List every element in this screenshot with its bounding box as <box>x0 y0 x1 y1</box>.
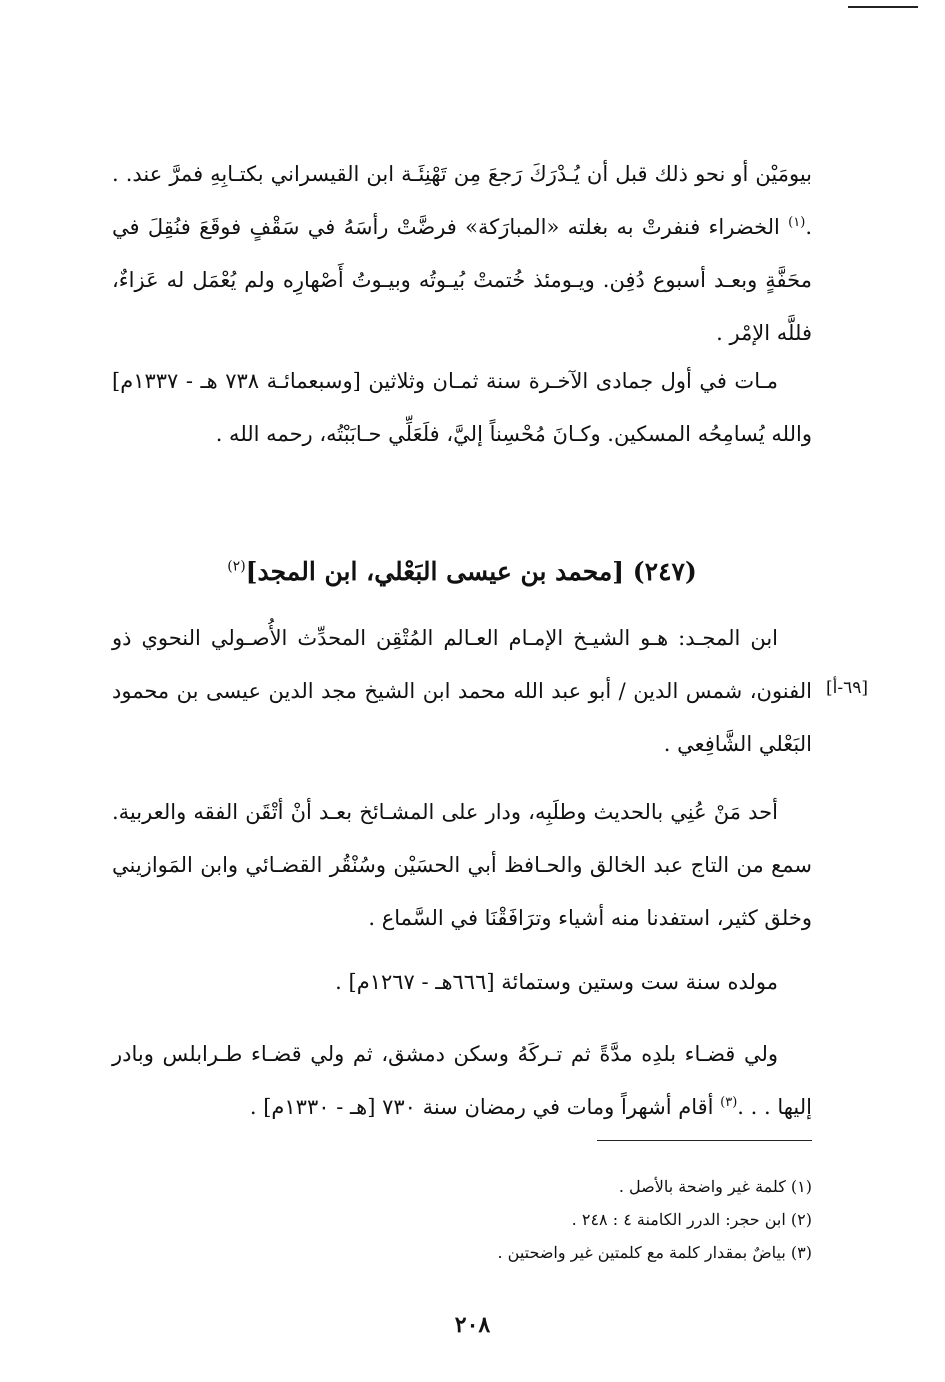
footnote-separator <box>597 1140 812 1141</box>
paragraph-6-text: ولي قضـاء بلدِه مدَّةً ثم تـركَهُ وسكن دمشق، ثم ولي قضـاء طـرابلس وبادر إليها . . . <box>112 1042 812 1119</box>
footnote-ref-3: (٣) <box>720 1095 738 1110</box>
paragraph-6-text-rest: أقام أشهراً ومات في رمضان سنة ٧٣٠ [هـ - ١٣٣٠م] . <box>249 1095 721 1119</box>
entry-heading-text: (٢٤٧) [محمد بن عيسى البَعْلي، ابن المجد] <box>245 557 697 586</box>
footnote-1: (١) كلمة غير واضحة بالأصل . <box>618 1177 812 1196</box>
paragraph-3 <box>112 612 812 771</box>
paragraph-1 <box>112 148 812 360</box>
footnote-ref-1: (١) <box>788 215 806 230</box>
paragraph-3-text: ابن المجـد: هـو الشيـخ الإمـام العـالم المُتْقِن المحدِّث الأُصـولي النحوي ذو الفنون، شمس الدين / أبو عبد الله محمد ابن الشيخ مجد الدين عيسى بن محمود البَعْلي الشَّافِعي . <box>112 626 812 756</box>
paragraph-1-text-rest: الخضراء فنفرتْ به بغلته «المبارَكة» فرضَّتْ رأسَهُ في سَقْفٍ فوقَعَ فنُقِلَ في محَفَّةٍ وبعـد أسبوع دُفِن. ويـومئذ خُتمتْ بُيـوتُه وبيـوتُ أَصْهارِه ولم يُعْمَل له عَزاءٌ، فللَّه الإمْر . <box>112 215 812 345</box>
paragraph-4-text: أحد مَنْ عُنِي بالحديث وطلَبِه، ودار على المشـائخ بعـد أنْ أتْقَن الفقه والعربية. سمع من التاج عبد الخالق والحـافظ أبي الحسَيْن وسُنْقُر القضـائي وابن المَوازيني وخلق كثير، استفدنا منه أشياء وترَافَقْنَا في السَّماع . <box>112 800 812 930</box>
footnote-2: (٢) ابن حجر: الدرر الكامنة ٤ : ٢٤٨ . <box>571 1210 812 1229</box>
paragraph-5-text: مولده سنة ست وستين وستمائة [٦٦٦هـ - ١٢٦٧م] . <box>335 970 778 994</box>
paragraph-2-text: مـات في أول جمادى الآخـرة سنة ثمـان وثلاثين [وسبعمائـة ٧٣٨ هـ - ١٣٣٧م] والله يُسامِحُه المسكين. وكـانَ مُحْسِناً إليَّ، فلَعَلِّي حـابَبْتُه، رحمه الله . <box>112 369 812 446</box>
paragraph-6 <box>112 1028 812 1134</box>
paragraph-4 <box>112 786 812 945</box>
page-number: ٢٠٨ <box>454 1312 491 1338</box>
entry-heading <box>112 544 812 600</box>
footnotes <box>112 1170 812 1269</box>
footnote-3: (٣) بياضٌ بمقدار كلمة مع كلمتين غير واضحتين . <box>497 1243 812 1262</box>
paragraph-5 <box>112 956 812 1009</box>
footnote-ref-2: (٢) <box>227 558 246 575</box>
top-rule <box>848 6 918 8</box>
paragraph-1-text: بيومَيْن أو نحو ذلك قبل أن يُـدْرَكَ رَجعَ مِن تَهْنِئَـة ابن القيسراني بكتـابِهِ فمرَّ عند. . . <box>112 162 812 239</box>
margin-folio-note: [٦٩-أ] <box>826 678 869 698</box>
paragraph-2 <box>112 355 812 461</box>
